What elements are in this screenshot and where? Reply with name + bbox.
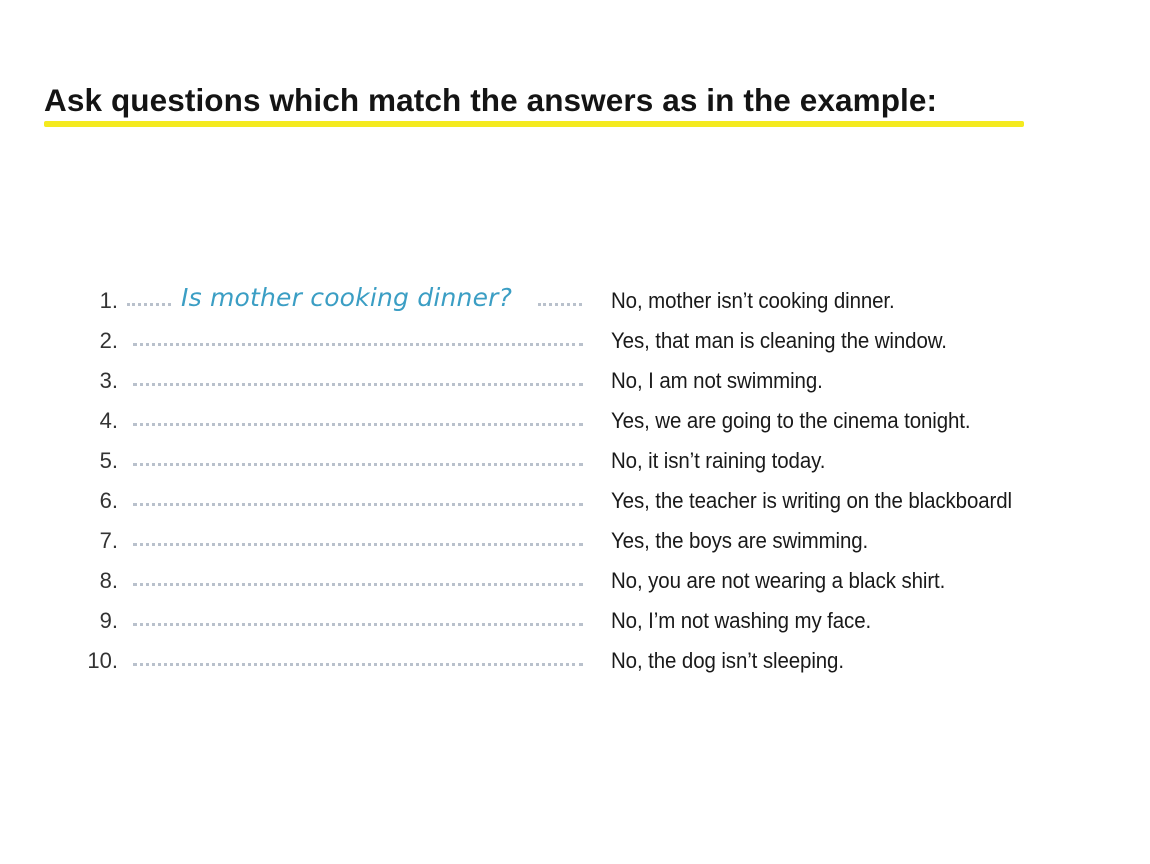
- heading-highlight-underline: [44, 121, 1024, 127]
- question-blank-line[interactable]: [133, 663, 583, 666]
- answer-text: No, you are not wearing a black shirt.: [611, 568, 946, 593]
- answer-text: No, I am not swimming.: [611, 368, 823, 393]
- list-item-5: [0, 441, 1150, 481]
- answer-text: Yes, the teacher is writing on the blackboardl: [611, 488, 1013, 513]
- item-number: 10.: [87, 648, 118, 673]
- list-item-6: [0, 481, 1150, 521]
- answer-text: Yes, we are going to the cinema tonight.: [611, 408, 971, 433]
- list-item-1: [0, 281, 1150, 321]
- item-number: 4.: [99, 408, 118, 433]
- list-item-8: [0, 561, 1150, 601]
- answer-text: No, I’m not washing my face.: [611, 608, 872, 633]
- question-blank-line[interactable]: [133, 583, 583, 586]
- list-item-2: [0, 321, 1150, 361]
- item-number: 7.: [99, 528, 118, 553]
- question-blank-line[interactable]: [133, 343, 583, 346]
- item-number: 5.: [99, 448, 118, 473]
- question-answer-list: [0, 281, 1150, 681]
- dotted-line-tail: [538, 303, 582, 306]
- list-item-9: [0, 601, 1150, 641]
- list-item-4: [0, 401, 1150, 441]
- exercise-heading: Ask questions which match the answers as in the example:: [44, 82, 938, 118]
- item-number: 1.: [99, 288, 118, 313]
- answer-text: No, mother isn’t cooking dinner.: [611, 288, 895, 313]
- item-number: 8.: [99, 568, 118, 593]
- question-blank-line[interactable]: [133, 423, 583, 426]
- answer-text: Yes, that man is cleaning the window.: [611, 328, 947, 353]
- list-item-3: [0, 361, 1150, 401]
- item-number: 3.: [99, 368, 118, 393]
- answer-text: Yes, the boys are swimming.: [611, 528, 869, 553]
- question-blank-line[interactable]: [133, 623, 583, 626]
- dotted-line-lead: [127, 303, 171, 306]
- example-question: Is mother cooking dinner?: [181, 283, 513, 312]
- item-number: 6.: [99, 488, 118, 513]
- item-number: 9.: [99, 608, 118, 633]
- question-blank-line[interactable]: [133, 503, 583, 506]
- question-blank-line[interactable]: [133, 463, 583, 466]
- question-blank-line[interactable]: [133, 383, 583, 386]
- item-number: 2.: [99, 328, 118, 353]
- answer-text: No, the dog isn’t sleeping.: [611, 648, 844, 673]
- list-item-10: [0, 641, 1150, 681]
- answer-text: No, it isn’t raining today.: [611, 448, 826, 473]
- question-blank-line[interactable]: [133, 543, 583, 546]
- list-item-7: [0, 521, 1150, 561]
